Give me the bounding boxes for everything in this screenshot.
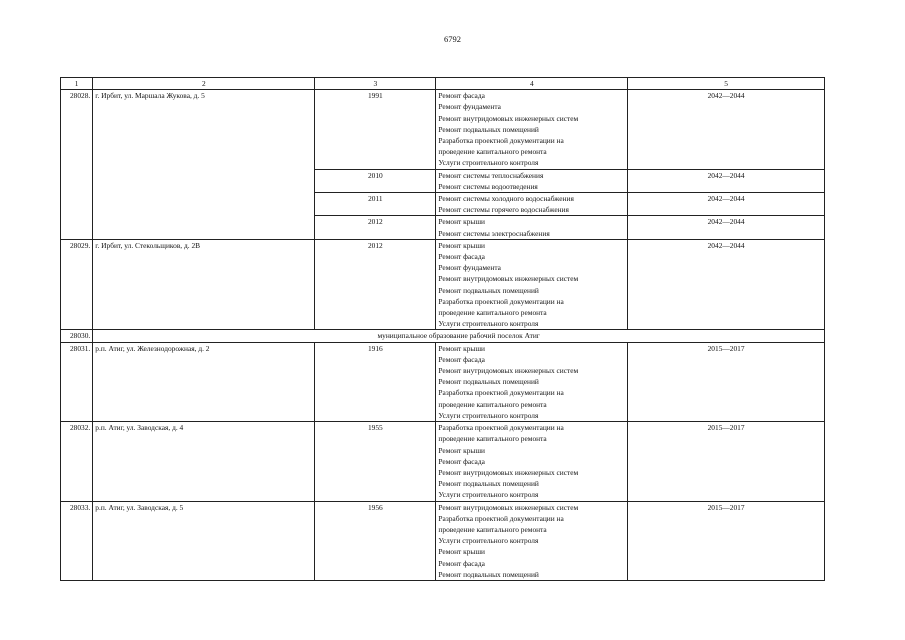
work-item: проведение капитального ремонта: [438, 308, 547, 318]
table-row: [61, 90, 825, 169]
row-number: 28028.: [61, 90, 93, 240]
work-item: проведение капитального ремонта: [438, 147, 547, 157]
works-list: [436, 216, 628, 239]
work-item: Ремонт подвальных помещений: [438, 479, 539, 489]
row-number: 28031.: [61, 342, 93, 421]
works-list: [436, 239, 628, 330]
page-number: 6792: [444, 34, 461, 44]
building-address: р.п. Атиг, ул. Железнодорожная, д. 2: [93, 342, 315, 421]
work-item: Ремонт внутридомовых инженерных систем: [438, 274, 579, 284]
work-item: Услуги строительного контроля: [438, 319, 539, 329]
works-list: [436, 169, 628, 192]
build-year: 2010: [315, 169, 436, 192]
work-item: проведение капитального ремонта: [438, 399, 547, 409]
column-header: 4: [436, 78, 628, 90]
work-item: Услуги строительного контроля: [438, 410, 539, 420]
work-item: Ремонт подвальных помещений: [438, 124, 539, 134]
work-item: Ремонт фундамента: [438, 102, 501, 112]
work-item: Ремонт внутридомовых инженерных систем: [438, 366, 579, 376]
repair-period: 2015—2017: [628, 501, 825, 580]
row-number: 28033.: [61, 501, 93, 580]
repair-period: 2042—2044: [628, 216, 825, 239]
row-number: 28030.: [61, 330, 93, 342]
capital-repair-table: [60, 77, 825, 581]
table-body: [61, 78, 825, 581]
works-list: [436, 193, 628, 216]
build-year: 1956: [315, 501, 436, 580]
work-item: Ремонт системы электроснабжения: [438, 228, 550, 238]
work-item: Ремонт крыши: [438, 547, 486, 557]
row-number: 28029.: [61, 239, 93, 330]
build-year: 2012: [315, 239, 436, 330]
row-number: 28032.: [61, 422, 93, 501]
table-row: [61, 422, 825, 501]
repair-period: 2042—2044: [628, 193, 825, 216]
repair-period: 2042—2044: [628, 239, 825, 330]
work-item: Ремонт подвальных помещений: [438, 285, 539, 295]
works-list: [436, 342, 628, 421]
work-item: Услуги строительного контроля: [438, 490, 539, 500]
work-item: Разработка проектной документации на: [438, 423, 564, 433]
repair-period: 2042—2044: [628, 90, 825, 169]
repair-period: 2015—2017: [628, 422, 825, 501]
work-item: Услуги строительного контроля: [438, 158, 539, 168]
table-row: [61, 501, 825, 580]
column-header: 3: [315, 78, 436, 90]
column-header: 5: [628, 78, 825, 90]
work-item: Ремонт подвальных помещений: [438, 377, 539, 387]
build-year: 2012: [315, 216, 436, 239]
work-item: Ремонт внутридомовых инженерных систем: [438, 467, 579, 477]
work-item: Ремонт крыши: [438, 217, 486, 227]
municipality-heading: муниципальное образование рабочий поселок Атиг: [93, 330, 825, 342]
work-item: Ремонт фасада: [438, 91, 485, 101]
work-item: Ремонт фасада: [438, 354, 485, 364]
build-year: 1916: [315, 342, 436, 421]
work-item: Разработка проектной документации на: [438, 296, 564, 306]
works-list: [436, 501, 628, 580]
building-address: р.п. Атиг, ул. Заводская, д. 4: [93, 422, 315, 501]
work-item: Услуги строительного контроля: [438, 536, 539, 546]
build-year: 1955: [315, 422, 436, 501]
build-year: 2011: [315, 193, 436, 216]
work-item: Ремонт фасада: [438, 456, 485, 466]
works-list: [436, 422, 628, 501]
works-list: [436, 90, 628, 169]
work-item: Ремонт крыши: [438, 343, 486, 353]
work-item: Разработка проектной документации на: [438, 513, 564, 523]
work-item: Ремонт внутридомовых инженерных систем: [438, 113, 579, 123]
building-address: р.п. Атиг, ул. Заводская, д. 5: [93, 501, 315, 580]
work-item: Ремонт системы водоотведения: [438, 181, 538, 191]
work-item: Ремонт крыши: [438, 240, 486, 250]
building-address: г. Ирбит, ул. Маршала Жукова, д. 5: [93, 90, 315, 240]
section-row: [61, 330, 825, 342]
build-year: 1991: [315, 90, 436, 169]
work-item: проведение капитального ремонта: [438, 434, 547, 444]
repair-period: 2042—2044: [628, 169, 825, 192]
work-item: Ремонт фасада: [438, 558, 485, 568]
work-item: Разработка проектной документации на: [438, 136, 564, 146]
column-header: 1: [61, 78, 93, 90]
work-item: Ремонт системы холодного водоснабжения: [438, 194, 574, 204]
work-item: Ремонт системы теплоснабжения: [438, 170, 544, 180]
work-item: Ремонт фасада: [438, 252, 485, 262]
work-item: Ремонт фундамента: [438, 263, 501, 273]
column-header: 2: [93, 78, 315, 90]
work-item: Ремонт подвальных помещений: [438, 569, 539, 579]
work-item: Ремонт крыши: [438, 445, 486, 455]
building-address: г. Ирбит, ул. Стекольщиков, д. 2В: [93, 239, 315, 330]
work-item: Ремонт внутридомовых инженерных систем: [438, 502, 579, 512]
repair-period: 2015—2017: [628, 342, 825, 421]
table-row: [61, 342, 825, 421]
work-item: проведение капитального ремонта: [438, 524, 547, 534]
work-item: Разработка проектной документации на: [438, 388, 564, 398]
work-item: Ремонт системы горячего водоснабжения: [438, 205, 569, 215]
column-header-row: [61, 78, 825, 90]
table-row: [61, 239, 825, 330]
